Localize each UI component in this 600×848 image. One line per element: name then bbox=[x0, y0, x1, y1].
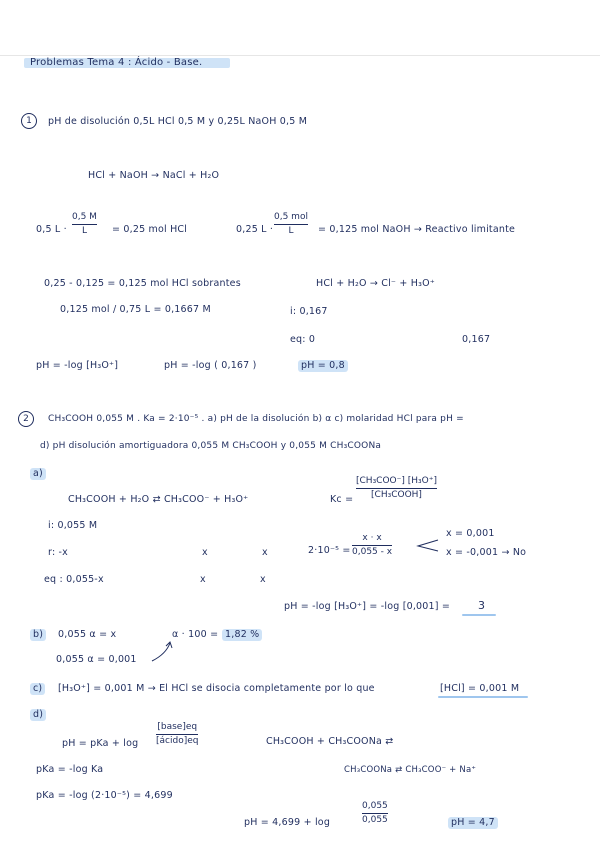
p2-table-reaction-x1: x bbox=[202, 547, 208, 558]
p2-pka-calc: pKa = -log (2·10⁻⁵) = 4,699 bbox=[36, 790, 173, 801]
p2-label-b: b) bbox=[30, 629, 46, 641]
fraction-bar bbox=[362, 813, 388, 814]
fraction-numerator: 0,5 mol bbox=[274, 212, 308, 222]
p1-reaction: HCl + NaOH → NaCl + H₂O bbox=[88, 170, 220, 181]
alpha-arrow-head bbox=[166, 642, 172, 648]
p2-statement: CH₃COOH 0,055 M . Ka = 2·10⁻⁵ . a) pH de la disolución b) α c) molaridad HCl para pH = bbox=[48, 414, 464, 424]
p1-ph-answer: pH = 0,8 bbox=[298, 360, 348, 372]
problem-1-number: 1 bbox=[21, 113, 37, 129]
page-title: Problemas Tema 4 : Ácido - Base. bbox=[30, 57, 203, 68]
fraction-denominator: 0,055 - x bbox=[352, 547, 393, 557]
alpha-arrow bbox=[152, 643, 170, 661]
p1-ionization: HCl + H₂O → Cl⁻ + H₃O⁺ bbox=[316, 278, 435, 289]
p2-hh-fraction bbox=[156, 722, 198, 747]
p2-table-eq-x2: x bbox=[260, 574, 266, 585]
fraction-denominator: [ácido]eq bbox=[156, 736, 199, 746]
p2-ph-result: pH = -log [H₃O⁺] = -log [0,001] = bbox=[284, 601, 451, 612]
p2-c-answer-underline bbox=[438, 696, 528, 698]
p1-ph-calc: pH = -log ( 0,167 ) bbox=[164, 360, 257, 371]
p2-ka-fraction bbox=[352, 533, 392, 558]
page-top-rule bbox=[0, 55, 600, 56]
fraction-denominator: L bbox=[288, 226, 294, 236]
p2-final-fraction bbox=[362, 801, 388, 826]
fraction-bar bbox=[352, 545, 392, 546]
problem-2-number: 2 bbox=[18, 411, 34, 427]
p2-table-equilibrium: eq : 0,055-x bbox=[44, 574, 104, 585]
fraction-bar bbox=[356, 488, 437, 489]
p2-c-text: [H₃O⁺] = 0,001 M → El HCl se disocia completamente por lo que bbox=[58, 683, 375, 694]
p1-calc-hcl-left: 0,5 L · bbox=[36, 224, 67, 235]
p2-table-eq-x1: x bbox=[200, 574, 206, 585]
p1-calc-naoh-result: = 0,125 mol NaOH → Reactivo limitante bbox=[318, 224, 516, 235]
p1-calc-hcl-fraction bbox=[72, 212, 97, 237]
p2-table-reaction-x2: x bbox=[262, 547, 268, 558]
p1-calc-naoh-fraction bbox=[274, 212, 308, 237]
fraction-bar bbox=[274, 224, 308, 225]
p2-label-a: a) bbox=[30, 468, 46, 480]
fraction-denominator: 0,055 bbox=[362, 815, 388, 825]
fraction-bar bbox=[72, 224, 97, 225]
p2-label-d: d) bbox=[30, 709, 46, 721]
p2-b-line-1: 0,055 α = x bbox=[58, 629, 117, 640]
p2-b-percent: α · 100 = bbox=[172, 629, 219, 640]
p2-label-c: c) bbox=[30, 683, 45, 695]
p1-row-equilibrium: eq: 0 bbox=[290, 334, 316, 345]
p2-table-reaction: r: -x bbox=[48, 547, 69, 558]
p2-root-2: x = -0,001 → No bbox=[446, 547, 527, 558]
p2-equilibrium-reaction: CH₃COOH + H₂O ⇄ CH₃COO⁻ + H₃O⁺ bbox=[68, 494, 249, 505]
fraction-numerator: 0,5 M bbox=[72, 212, 97, 222]
p2-final-left: pH = 4,699 + log bbox=[244, 817, 331, 828]
p2-final-answer: pH = 4,7 bbox=[448, 817, 498, 829]
p2-d-species-2: CH₃COONa ⇄ CH₃COO⁻ + Na⁺ bbox=[344, 765, 477, 775]
p2-statement-2: d) pH disolución amortiguadora 0,055 M CH₃COOH y 0,055 M CH₃COONa bbox=[40, 441, 382, 451]
p1-row-eq-product: 0,167 bbox=[462, 334, 491, 345]
p2-kc-fraction bbox=[356, 476, 437, 501]
p2-b-answer: 1,82 % bbox=[222, 629, 262, 641]
fraction-bar bbox=[156, 734, 198, 735]
p2-ph-answer: 3 bbox=[478, 599, 486, 612]
p2-ph-answer-underline bbox=[462, 614, 496, 616]
fraction-numerator: x · x bbox=[362, 533, 382, 543]
p2-d-species-1: CH₃COOH + CH₃COONa ⇄ bbox=[266, 736, 394, 747]
p2-kc-left: Kc = bbox=[330, 494, 354, 505]
fraction-numerator: [base]eq bbox=[157, 722, 198, 732]
roots-split-arrow bbox=[418, 540, 438, 551]
p2-b-line-2: 0,055 α = 0,001 bbox=[56, 654, 137, 665]
fraction-numerator: 0,055 bbox=[362, 801, 388, 811]
p1-excess: 0,25 - 0,125 = 0,125 mol HCl sobrantes bbox=[44, 278, 241, 289]
p1-calc-hcl-result: = 0,25 mol HCl bbox=[112, 224, 188, 235]
fraction-numerator: [CH₃COO⁻] [H₃O⁺] bbox=[356, 476, 437, 486]
p2-c-answer: [HCl] = 0,001 M bbox=[440, 683, 520, 694]
p2-table-initial: i: 0,055 M bbox=[48, 520, 98, 531]
p1-row-initial: i: 0,167 bbox=[290, 306, 328, 317]
p1-molarity: 0,125 mol / 0,75 L = 0,1667 M bbox=[60, 304, 211, 315]
p2-hh-left: pH = pKa + log bbox=[62, 738, 139, 749]
fraction-denominator: L bbox=[81, 226, 87, 236]
p1-statement: pH de disolución 0,5L HCl 0,5 M y 0,25L NaOH 0,5 M bbox=[48, 116, 308, 127]
p2-root-1: x = 0,001 bbox=[446, 528, 495, 539]
p1-ph-formula: pH = -log [H₃O⁺] bbox=[36, 360, 119, 371]
fraction-denominator: [CH₃COOH] bbox=[371, 490, 422, 500]
p2-ka-left: 2·10⁻⁵ = bbox=[308, 545, 351, 556]
p1-calc-naoh-left: 0,25 L · bbox=[236, 224, 274, 235]
p2-pka-def: pKa = -log Ka bbox=[36, 764, 104, 775]
